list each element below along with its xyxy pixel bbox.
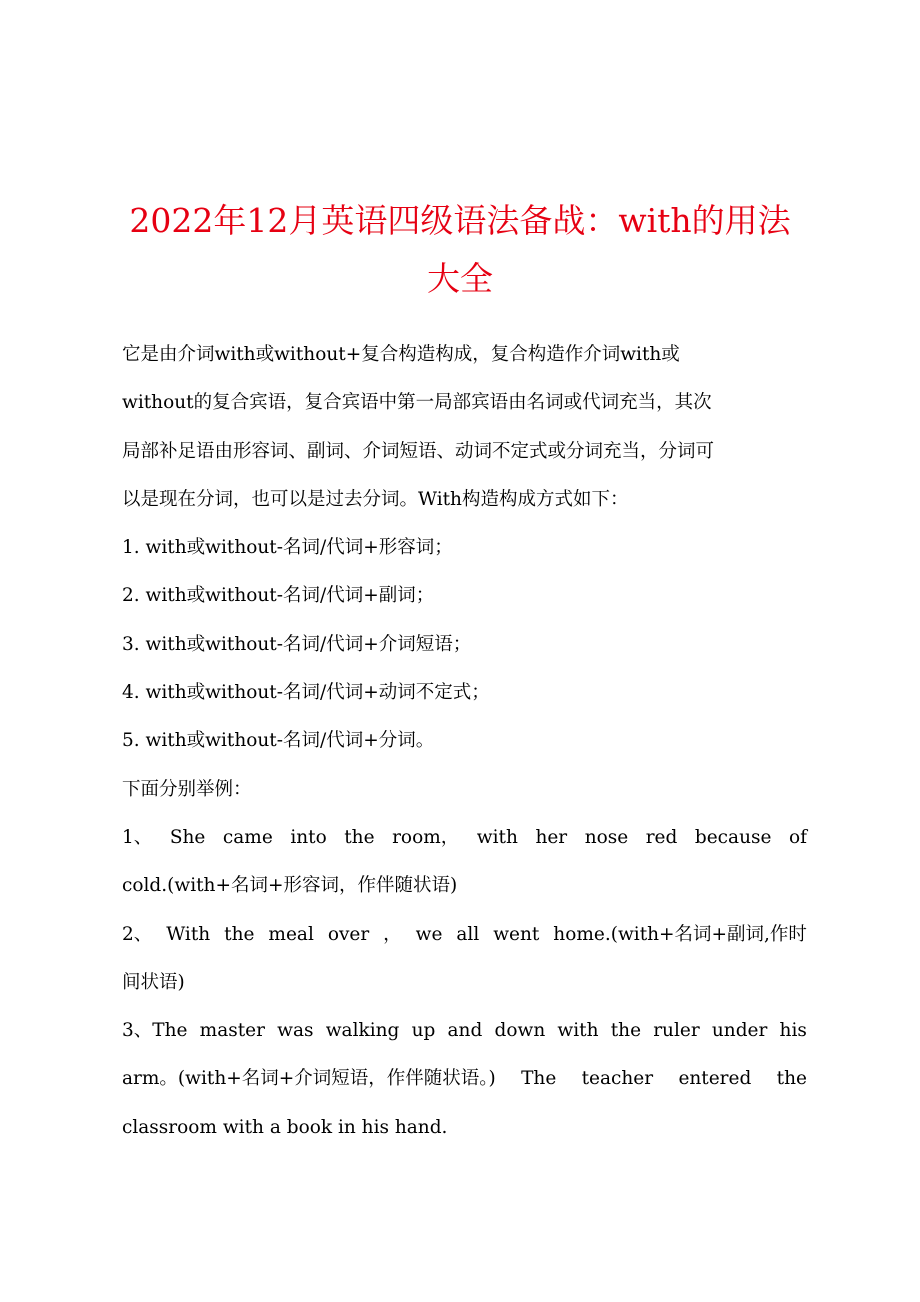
example-word: was [277, 1020, 314, 1042]
example-word: nose [584, 826, 629, 848]
example-word: with [557, 1020, 599, 1042]
form-item-3: 3. with或without-名词/代词+介词短语； [122, 633, 472, 655]
intro-line-3: 局部补足语由形容词、副词、介词短语、动词不定式或分词充当，分词可 [122, 440, 715, 462]
example-word: master [199, 1020, 265, 1042]
example-2-line-2: 间状语) [122, 971, 185, 993]
example-word: home.(with+名词+副词,作时 [553, 923, 807, 945]
example-1-line-2: cold.(with+名词+形容词，作伴随状语) [122, 875, 458, 897]
document-title [100, 192, 820, 308]
example-word: With [166, 923, 211, 945]
example-word: The [521, 1068, 557, 1090]
example-word: entered [678, 1068, 752, 1090]
example-word: 2、 [122, 923, 153, 945]
example-word: teacher [581, 1068, 654, 1090]
intro-line-4: 以是现在分词，也可以是过去分词。With构造构成方式如下： [122, 488, 629, 510]
example-word: room， [392, 826, 460, 848]
example-word: all [456, 923, 480, 945]
example-word: went [493, 923, 540, 945]
example-word: walking [325, 1020, 400, 1042]
title-line-1: 2022年12月英语四级语法备战：with的用法 [129, 201, 791, 240]
form-item-4: 4. with或without-名词/代词+动词不定式； [122, 682, 490, 704]
example-word: down [494, 1020, 546, 1042]
example-word: and [447, 1020, 483, 1042]
example-3-line-2 [122, 1055, 807, 1103]
example-word: ， [383, 923, 402, 945]
example-word: came [222, 826, 273, 848]
example-word: arm。(with+名词+介词短语，作伴随状语。) [122, 1068, 496, 1090]
example-1-line-1 [122, 814, 807, 862]
example-3-line-1 [122, 1007, 807, 1055]
example-word: 1、 [122, 826, 153, 848]
example-word: her [535, 826, 568, 848]
example-word: over [327, 923, 370, 945]
example-word: his [779, 1020, 807, 1042]
example-word: because [694, 826, 772, 848]
example-word: the [344, 826, 375, 848]
example-word: into [290, 826, 327, 848]
examples-heading: 下面分别举例： [122, 778, 252, 800]
example-word: the [610, 1020, 642, 1042]
example-word: ruler [653, 1020, 700, 1042]
example-2-line-1 [122, 911, 807, 959]
example-3-line-3: classroom with a book in his hand. [122, 1116, 448, 1138]
form-item-1: 1. with或without-名词/代词+形容词； [122, 537, 453, 559]
title-line-2: 大全 [427, 259, 493, 298]
example-word: She [169, 826, 206, 848]
example-word: the [776, 1068, 807, 1090]
example-word: red [645, 826, 678, 848]
intro-line-1: 它是由介词with或without+复合构造构成，复合构造作介词with或 [122, 344, 680, 365]
example-word: we [415, 923, 443, 945]
document-body [122, 331, 807, 1152]
form-item-5: 5. with或without-名词/代词+分词。 [122, 730, 435, 752]
example-word: under [711, 1020, 768, 1042]
example-word: up [411, 1020, 436, 1042]
example-word: 3、The [122, 1020, 188, 1042]
example-word: of [788, 826, 807, 848]
example-word: with [476, 826, 518, 848]
example-word: the [224, 923, 255, 945]
example-word: meal [268, 923, 314, 945]
intro-line-2: without的复合宾语，复合宾语中第一局部宾语由名词或代词充当，其次 [122, 392, 712, 414]
form-item-2: 2. with或without-名词/代词+副词； [122, 585, 435, 607]
